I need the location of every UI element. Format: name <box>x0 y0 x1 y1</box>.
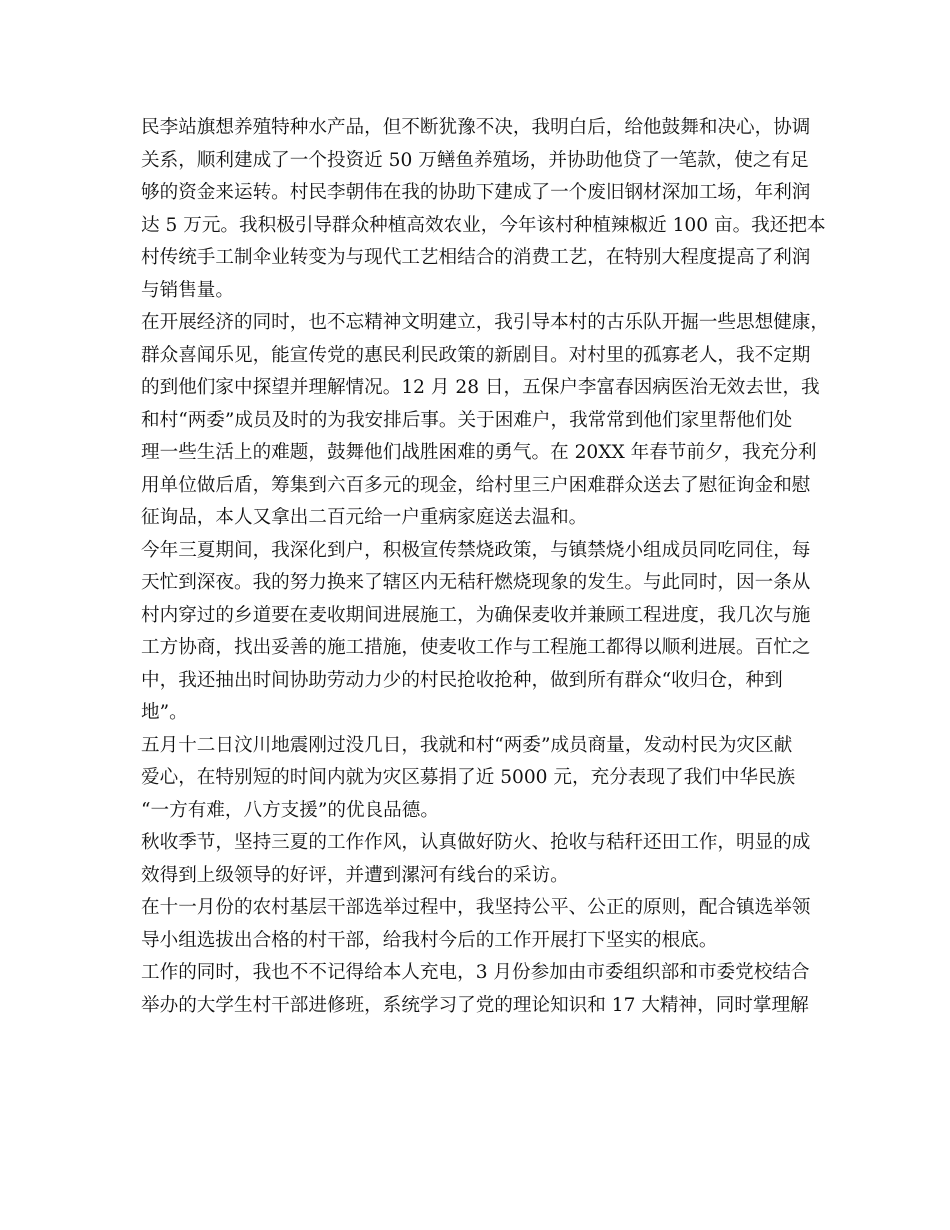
text-line: 爱心，在特别短的时间内就为灾区募捐了近 5000 元，充分表现了我们中华民族 <box>141 767 796 788</box>
text-line: 导小组选拔出合格的村干部，给我村今后的工作开展打下坚实的根底。 <box>141 929 718 951</box>
text-line: 关系，顺利建成了一个投资近 50 万鳝鱼养殖场，并协助他贷了一笔款，使之有足 <box>141 149 809 171</box>
text-line: 今年三夏期间，我深化到户，积极宣传禁烧政策，与镇禁烧小组成员同吃同住，每 <box>141 539 811 561</box>
text-line: “一方有难，八方支援”的优良品德。 <box>141 799 439 821</box>
text-line: 秋收季节，坚持三夏的工作作风，认真做好防火、抢收与秸秆还田工作，明显的成 <box>141 832 811 853</box>
text-line: 的到他们家中探望并理解情况。12 月 28 日，五保户李富春因病医治无效去世，我 <box>141 377 820 398</box>
text-line: 征询品，本人又拿出二百元给一户重病家庭送去温和。 <box>141 507 588 528</box>
text-line: 举办的大学生村干部进修班，系统学习了党的理论知识和 17 大精神，同时掌理解 <box>141 994 809 1016</box>
text-line: 群众喜闻乐见，能宣传党的惠民利民政策的新剧目。对村里的孤寡老人，我不定期 <box>141 344 811 366</box>
text-line: 天忙到深夜。我的努力换来了辖区内无秸秆燃烧现象的发生。与此同时，因一条从 <box>141 572 811 593</box>
text-line: 在十一月份的农村基层干部选举过程中，我坚持公平、公正的原则，配合镇选举领 <box>141 897 811 918</box>
text-line: 地”。 <box>141 702 188 723</box>
text-line: 与销售量。 <box>141 279 234 301</box>
text-line: 效得到上级领导的好评，并遭到漯河有线台的采访。 <box>141 864 569 886</box>
text-line: 中，我还抽出时间协助劳动力少的村民抢收抢种，做到所有群众“收归仓，种到 <box>141 669 783 691</box>
text-line: 理一些生活上的难题，鼓舞他们战胜困难的勇气。在 20XX 年春节前夕，我充分利 <box>141 442 817 463</box>
text-line: 五月十二日汶川地震刚过没几日，我就和村“两委”成员商量，发动村民为灾区献 <box>141 734 793 756</box>
document-body <box>141 112 831 1022</box>
text-line: 民李站旗想养殖特种水产品，但不断犹豫不决，我明白后，给他鼓舞和决心，协调 <box>141 117 811 138</box>
text-line: 在开展经济的同时，也不忘精神文明建立，我引导本村的古乐队开掘一些思想健康， <box>141 312 829 333</box>
text-line: 用单位做后盾，筹集到六百多元的现金，给村里三户困难群众送去了慰征询金和慰 <box>141 474 811 496</box>
text-line: 够的资金来运转。村民李朝伟在我的协助下建成了一个废旧钢材深加工场，年利润 <box>141 182 811 203</box>
text-line: 达 5 万元。我积极引导群众种植高效农业，今年该村种植辣椒近 100 亩。我还把本 <box>141 214 826 236</box>
text-line: 工方协商，找出妥善的施工措施，使麦收工作与工程施工都得以顺利进展。百忙之 <box>141 637 811 658</box>
text-line: 村传统手工制伞业转变为与现代工艺相结合的消费工艺，在特别大程度提高了利润 <box>141 247 811 268</box>
text-line: 村内穿过的乡道要在麦收期间进展施工，为确保麦收并兼顾工程进度，我几次与施 <box>141 604 811 626</box>
text-line: 工作的同时，我也不不记得给本人充电，3 月份参加由市委组织部和市委党校结合 <box>141 962 810 983</box>
text-line: 和村“两委”成员及时的为我安排后事。关于困难户，我常常到他们家里帮他们处 <box>141 409 793 431</box>
